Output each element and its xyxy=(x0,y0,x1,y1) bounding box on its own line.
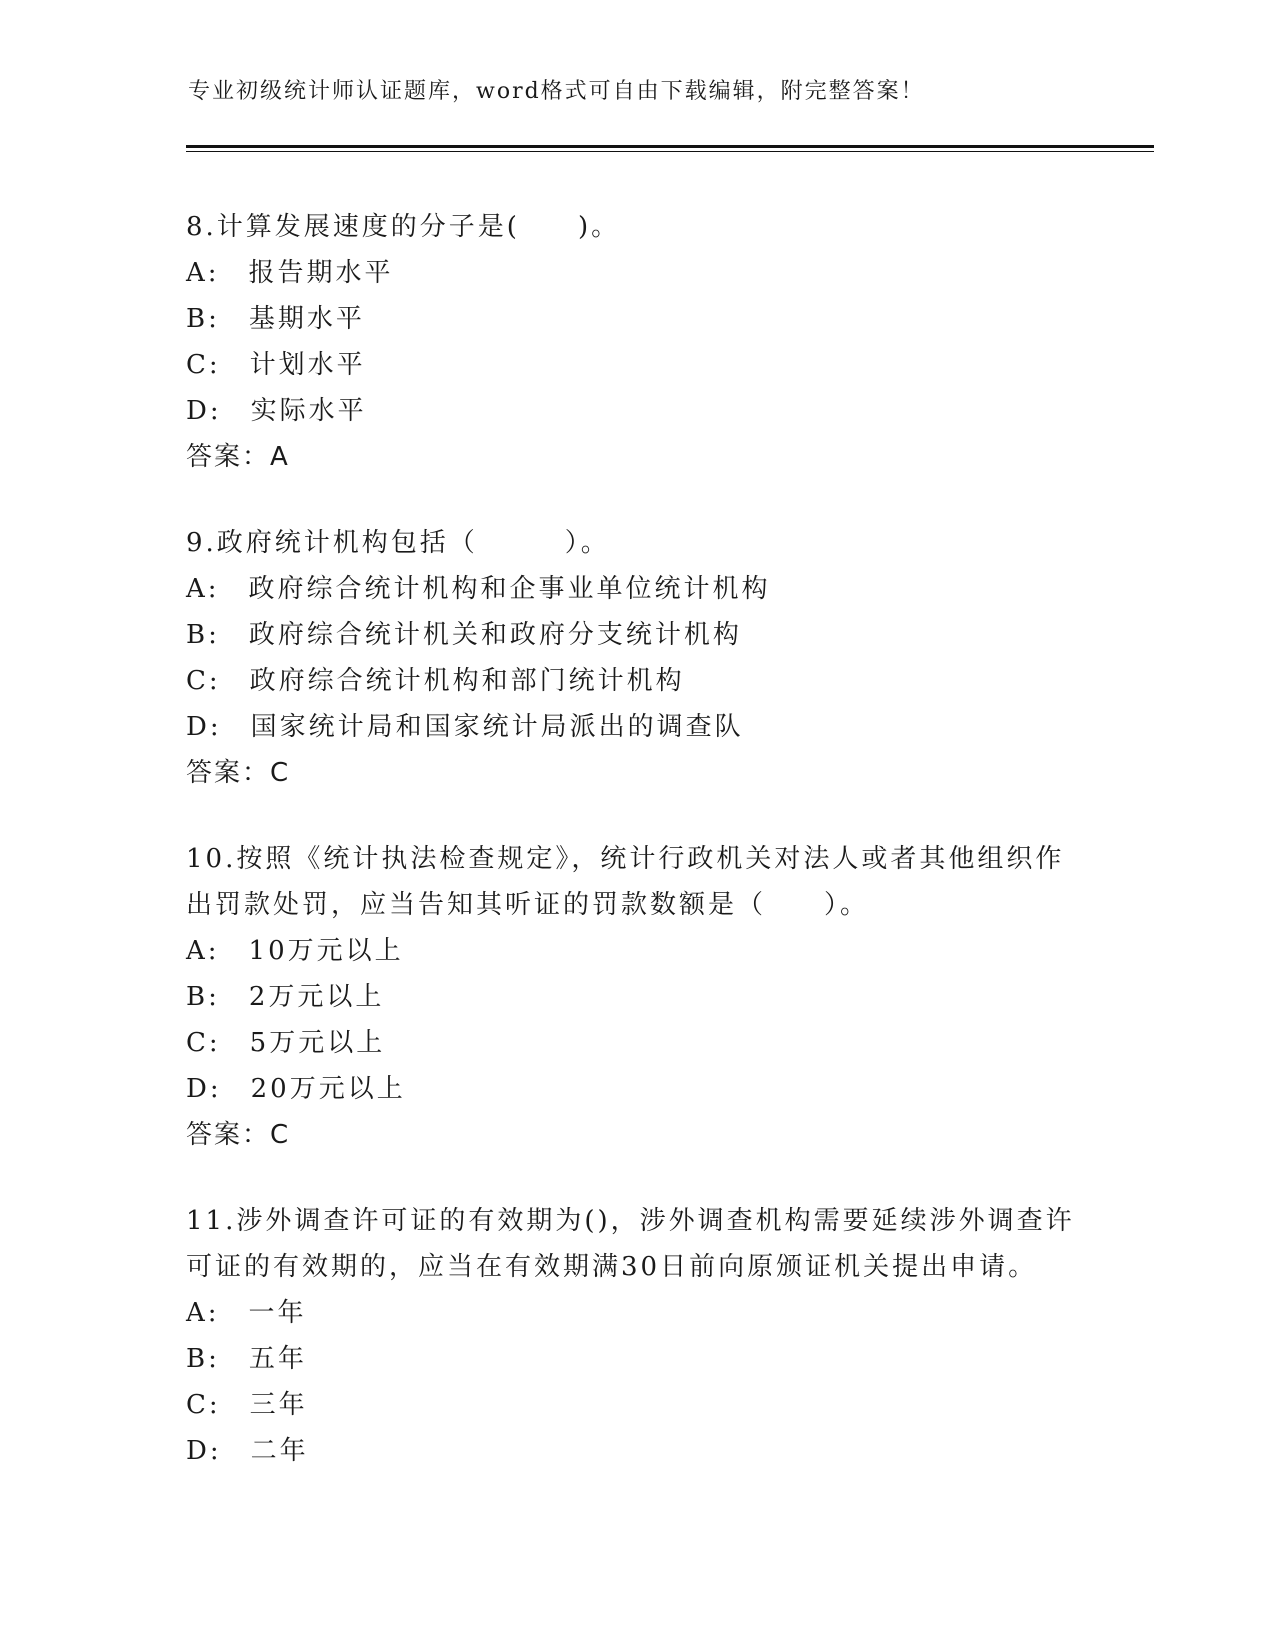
option-b: B: 2万元以上 xyxy=(186,982,385,1012)
answer-line: 答案：C xyxy=(186,758,291,788)
question-stem: 11.涉外调查许可证的有效期为()，涉外调查机构需要延续涉外调查许可证的有效期的，应当在有效期满30日前向原颁证机关提出申请。 xyxy=(186,1206,1075,1282)
answer-line: 答案：C xyxy=(186,1120,291,1150)
option-c: C: 5万元以上 xyxy=(186,1028,386,1058)
question-8 xyxy=(186,204,1086,480)
option-c: C: 三年 xyxy=(186,1390,308,1420)
page-header: 专业初级统计师认证题库，word格式可自由下载编辑，附完整答案！ xyxy=(188,79,925,104)
header-divider xyxy=(186,145,1154,148)
option-d: D: 二年 xyxy=(186,1436,309,1466)
question-list xyxy=(186,204,1086,1514)
question-stem: 9.政府统计机构包括（ ）。 xyxy=(186,528,610,558)
question-10 xyxy=(186,836,1086,1158)
option-a: A: 政府综合统计机构和企事业单位统计机构 xyxy=(186,574,771,604)
option-a: A: 报告期水平 xyxy=(186,258,394,288)
option-b: B: 基期水平 xyxy=(186,304,365,334)
option-d: D: 20万元以上 xyxy=(186,1074,406,1104)
option-d: D: 实际水平 xyxy=(186,396,367,426)
option-a: A: 10万元以上 xyxy=(186,936,404,966)
question-11 xyxy=(186,1198,1086,1474)
question-9 xyxy=(186,520,1086,796)
option-a: A: 一年 xyxy=(186,1298,307,1328)
question-stem: 8.计算发展速度的分子是( )。 xyxy=(186,212,621,242)
option-c: C: 政府综合统计机构和部门统计机构 xyxy=(186,666,685,696)
option-d: D: 国家统计局和国家统计局派出的调查队 xyxy=(186,712,744,742)
option-b: B: 政府综合统计机关和政府分支统计机构 xyxy=(186,620,742,650)
option-c: C: 计划水平 xyxy=(186,350,366,380)
question-stem: 10.按照《统计执法检查规定》，统计行政机关对法人或者其他组织作出罚款处罚，应当告知其听证的罚款数额是（ ）。 xyxy=(186,844,1065,920)
answer-line: 答案：A xyxy=(186,442,290,472)
option-b: B: 五年 xyxy=(186,1344,307,1374)
